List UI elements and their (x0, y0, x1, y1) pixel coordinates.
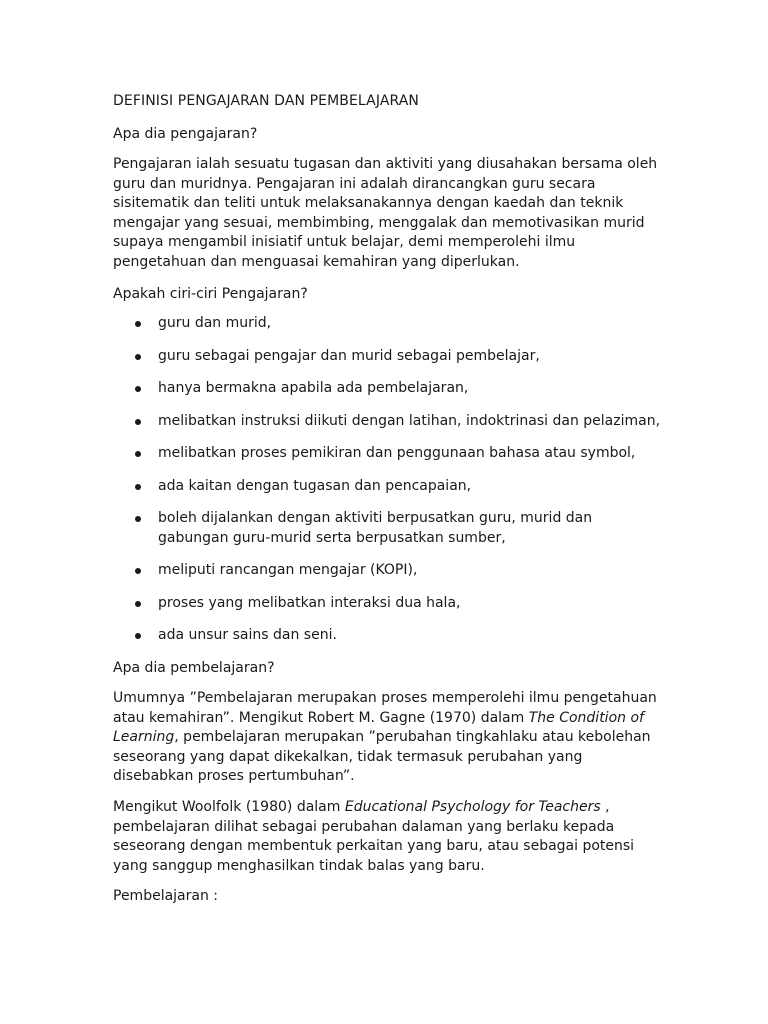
bullet-icon (135, 386, 141, 392)
paragraph-line: Pengajaran ialah sesuatu tugasan dan aktiviti yang diusahakan bersama oleh (113, 156, 658, 172)
list-item-text: guru sebagai pengajar dan murid sebagai pembelajar, (158, 347, 540, 364)
paragraph-line (113, 728, 661, 748)
paragraph-text: Mengikut Woolfolk (1980) dalam (113, 799, 345, 815)
paragraph-text: atau kemahiran”. Mengikut Robert M. Gagne (1970) dalam (113, 709, 529, 726)
list-item-line: gabungan guru-murid serta berpusatkan sumber, (158, 529, 506, 546)
bullet-icon (135, 354, 141, 360)
question-pembelajaran: Apa dia pembelajaran? (113, 660, 275, 676)
paragraph-woolfolk (113, 798, 661, 876)
paragraph-line: disebabkan proses pertumbuhan”. (113, 768, 355, 784)
book-title-italic: Educational Psychology for Teachers (344, 799, 601, 815)
paragraph-line (113, 709, 661, 729)
list-item-text: hanya bermakna apabila ada pembelajaran, (158, 380, 469, 396)
paragraph-definisi-pengajaran (113, 155, 661, 272)
book-title-italic: Learning (113, 729, 175, 745)
bullet-icon (135, 419, 141, 425)
paragraph-line: guru dan muridnya. Pengajaran ini adalah dirancangkan guru secara (113, 175, 596, 192)
bullet-icon (135, 633, 141, 639)
list-item-text: melibatkan instruksi diikuti dengan latihan, indoktrinasi dan pelaziman, (158, 412, 661, 429)
list-item-line: boleh dijalankan dengan aktiviti berpusatkan guru, murid dan (158, 510, 593, 526)
bullet-icon (135, 451, 141, 457)
paragraph-line: supaya mengambil inisiatif untuk belajar, demi memperolehi ilmu (113, 234, 576, 250)
bullet-icon (135, 321, 141, 327)
list-item-text: melibatkan proses pemikiran dan penggunaan bahasa atau symbol, (158, 445, 636, 461)
paragraph-text: , (600, 799, 610, 815)
paragraph-line: sisitematik dan teliti untuk melaksanakannya dengan kaedah dan teknik (113, 195, 624, 211)
paragraph-line: mengajar yang sesuai, membimbing, menggalak dan memotivasikan murid (113, 214, 645, 231)
heading-pembelajaran: Pembelajaran : (113, 888, 219, 904)
paragraph-definisi-pembelajaran (113, 689, 661, 787)
document-title: DEFINISI PENGAJARAN DAN PEMBELAJARAN (113, 93, 420, 109)
paragraph-line: Umumnya ”Pembelajaran merupakan proses memperolehi ilmu pengetahuan (113, 690, 657, 706)
bullet-icon (135, 484, 141, 490)
paragraph-line: pembelajaran dilihat sebagai perubahan dalaman yang berlaku kepada (113, 818, 615, 835)
paragraph-text: , pembelajaran merupakan ”perubahan tingkahlaku atau kebolehan (174, 729, 651, 745)
question-ciri-pengajaran: Apakah ciri-ciri Pengajaran? (113, 286, 308, 302)
paragraph-line: seseorang yang dapat dikekalkan, tidak termasuk perubahan yang (113, 748, 583, 765)
list-item-text: ada kaitan dengan tugasan dan pencapaian, (158, 477, 472, 494)
paragraph-line: yang sanggup menghasilkan tindak balas yang baru. (113, 857, 485, 874)
book-title-italic: The Condition of (528, 709, 644, 726)
bullet-icon (135, 568, 141, 574)
list-item-text: ada unsur sains dan seni. (158, 627, 337, 643)
paragraph-line: seseorang dengan membentuk perkaitan yang baru, atau sebagai potensi (113, 838, 635, 854)
list-item-text: meliputi rancangan mengajar (KOPI), (158, 562, 418, 578)
list-item-text (158, 509, 658, 548)
list-item-text: proses yang melibatkan interaksi dua hala, (158, 594, 461, 611)
paragraph-line: pengetahuan dan menguasai kemahiran yang diperlukan. (113, 253, 520, 270)
bullet-icon (135, 601, 141, 607)
list-item-text: guru dan murid, (158, 315, 272, 331)
bullet-icon (135, 516, 141, 522)
paragraph-line (113, 798, 661, 818)
question-pengajaran: Apa dia pengajaran? (113, 126, 258, 142)
